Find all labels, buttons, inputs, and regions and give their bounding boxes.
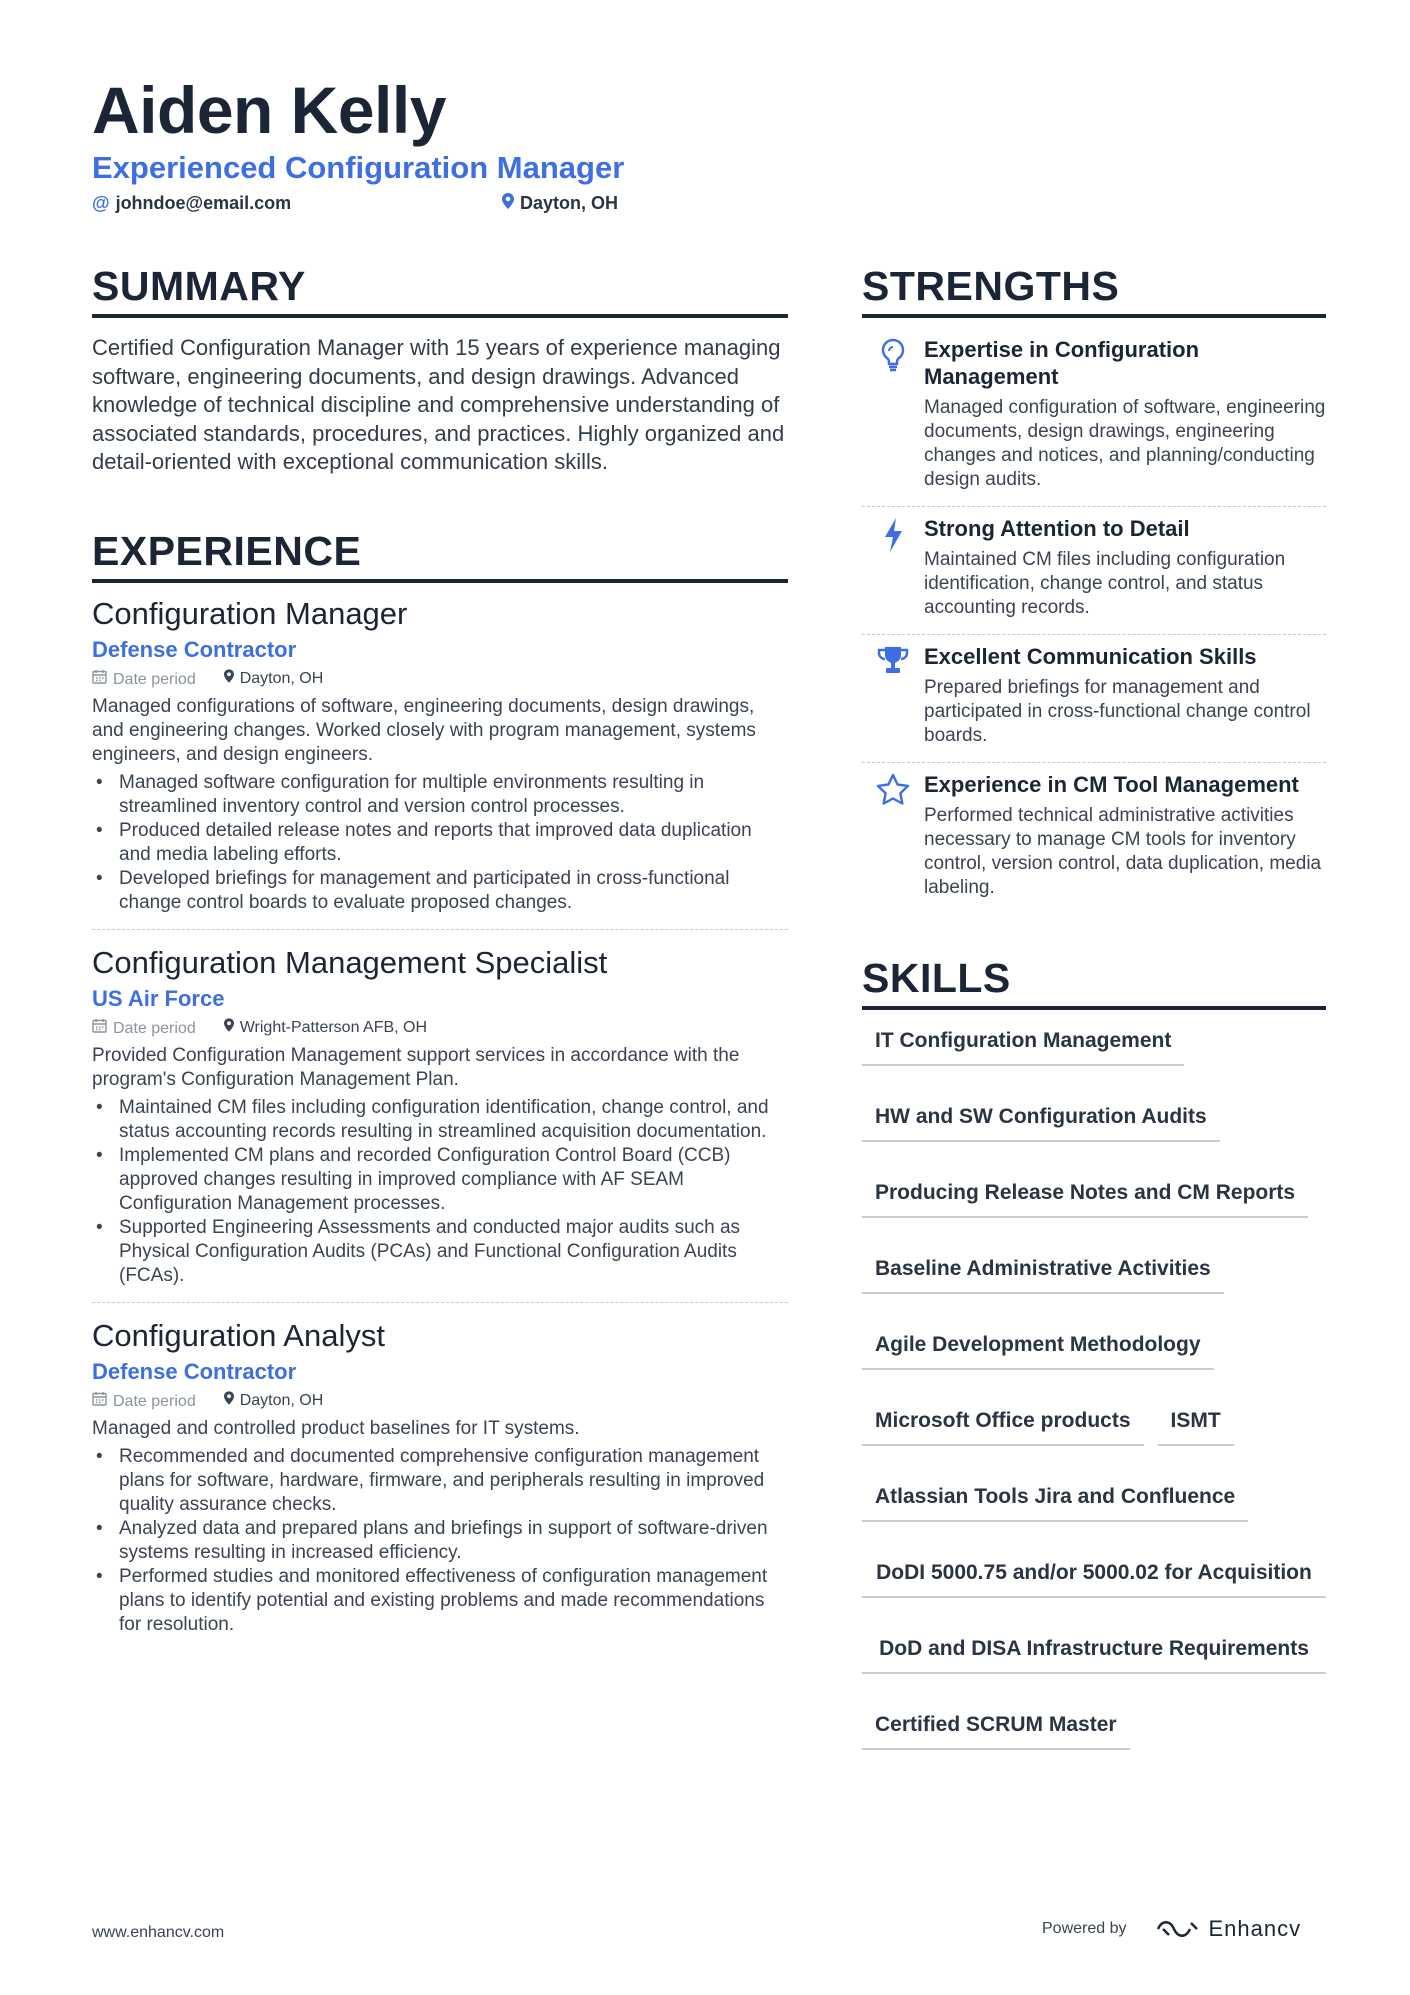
job-entry (92, 944, 788, 1288)
location-pin-icon (224, 1392, 234, 1409)
enhancv-logo-icon (1155, 1918, 1201, 1940)
skills-list (862, 1022, 1326, 1750)
job-date-text: Date period (113, 1392, 196, 1410)
skill-tag: Producing Release Notes and CM Reports (862, 1174, 1308, 1218)
job-company: Defense Contractor (92, 1358, 297, 1384)
contact-email[interactable] (92, 193, 291, 214)
lightning-icon (862, 515, 924, 620)
experience-heading: EXPERIENCE (92, 527, 788, 583)
job-meta (92, 1018, 788, 1038)
calendar-icon (92, 671, 107, 688)
summary-text: Certified Configuration Manager with 15 years of experience managing software, engineering documents, and design drawings. Advanced knowledge of technical discipline and comprehensive understanding of associated standards, procedures, and practices. Highly organized and detail-oriented with exceptional communication skills. (92, 335, 785, 474)
strength-name: Expertise in Configuration Management (924, 337, 1200, 389)
star-icon (862, 771, 924, 900)
strength-body (924, 336, 1326, 492)
job-bullets (92, 1445, 788, 1637)
job-location-text: Dayton, OH (239, 670, 324, 687)
location-text: Dayton, OH (520, 193, 619, 213)
skill-tag: DoDI 5000.75 and/or 5000.02 for Acquisition (862, 1554, 1326, 1598)
job-divider (92, 1302, 788, 1303)
job-bullet: • Produced detailed release notes and reports that improved data duplication and media labeling efforts. (92, 819, 788, 867)
skill-tag: Microsoft Office products (862, 1402, 1144, 1446)
skill-tag: Agile Development Methodology (862, 1326, 1214, 1370)
job-title: Configuration Analyst (92, 1317, 385, 1353)
summary-heading: SUMMARY (92, 262, 788, 318)
job-location (224, 1018, 427, 1037)
job-company: Defense Contractor (92, 636, 297, 662)
job-description: Managed and controlled product baselines for IT systems. (92, 1417, 580, 1439)
strength-body (924, 771, 1326, 900)
strength-description: Performed technical administrative activities necessary to manage CM tools for inventory control, version control, data duplication, media labeling. (924, 805, 1322, 898)
location-pin-icon (224, 670, 234, 687)
strength-name: Strong Attention to Detail (924, 516, 1190, 541)
email-text: johndoe@email.com (115, 193, 292, 213)
location-pin-icon (502, 193, 514, 214)
skill-tag: ISMT (1158, 1402, 1234, 1446)
candidate-name: Aiden Kelly (92, 73, 446, 147)
at-icon: @ (92, 193, 110, 213)
right-column (862, 262, 1326, 1750)
job-bullets (92, 1096, 788, 1288)
job-bullet: • Developed briefings for management and participated in cross-functional change control boards to evaluate proposed changes. (92, 867, 788, 915)
experience-list (92, 595, 788, 1637)
candidate-title: Experienced Configuration Manager (92, 150, 625, 185)
job-bullet: • Managed software configuration for multiple environments resulting in streamlined inventory control and version control processes. (92, 771, 788, 819)
lightbulb-icon (862, 336, 924, 492)
job-date (92, 1391, 196, 1411)
skill-tag: DoD and DISA Infrastructure Requirements (862, 1630, 1326, 1674)
strengths-heading: STRENGTHS (862, 262, 1326, 318)
job-location-text: Dayton, OH (239, 1392, 324, 1409)
skill-tag: IT Configuration Management (862, 1022, 1184, 1066)
location-pin-icon (224, 1019, 234, 1036)
skills-heading: SKILLS (862, 954, 1326, 1010)
strength-description: Maintained CM files including configuration identification, change control, and status accounting records. (924, 549, 1286, 618)
job-meta (92, 1391, 788, 1411)
left-column (92, 262, 788, 1637)
footer-branding (1042, 1916, 1301, 1942)
job-bullet: • Recommended and documented comprehensive configuration management plans for software, hardware, firmware, and peripherals resulting in improved quality assurance checks. (92, 1445, 788, 1517)
job-location (224, 1391, 324, 1410)
job-bullet: • Analyzed data and prepared plans and briefings in support of software-driven systems resulting in increased efficiency. (92, 1517, 788, 1565)
job-date (92, 669, 196, 689)
skill-tag: HW and SW Configuration Audits (862, 1098, 1220, 1142)
strength-item (862, 635, 1326, 763)
job-entry (92, 1317, 788, 1637)
strength-body (924, 515, 1326, 620)
brand-name: Enhancv (1208, 1916, 1302, 1941)
job-bullet: • Supported Engineering Assessments and conducted major audits such as Physical Configuration Audits (PCAs) and Functional Configuration Audits (FCAs). (92, 1216, 788, 1288)
job-description: Managed configurations of software, engineering documents, design drawings, and engineering changes. Worked closely with program management, systems engineers, and design engineers. (92, 695, 756, 765)
job-bullet: • Implemented CM plans and recorded Configuration Control Board (CCB) approved changes resulting in improved compliance with AF SEAM Configuration Management processes. (92, 1144, 788, 1216)
strengths-list (862, 328, 1326, 914)
skill-tag: Baseline Administrative Activities (862, 1250, 1224, 1294)
job-bullet: • Performed studies and monitored effectiveness of configuration management plans to identify potential and existing problems and made recommendations for resolution. (92, 1565, 788, 1637)
powered-by-text: Powered by (1042, 1920, 1127, 1937)
job-date (92, 1018, 196, 1038)
strength-item (862, 507, 1326, 635)
strength-description: Managed configuration of software, engineering documents, design drawings, engineering changes and notices, and planning/conducting design audits. (924, 397, 1326, 490)
job-entry (92, 595, 788, 915)
job-description: Provided Configuration Management support services in accordance with the program's Configuration Management Plan. (92, 1044, 740, 1090)
job-date-text: Date period (113, 1019, 196, 1037)
job-company: US Air Force (92, 985, 225, 1011)
skill-tag: Atlassian Tools Jira and Confluence (862, 1478, 1248, 1522)
job-meta (92, 669, 788, 689)
strength-item (862, 328, 1326, 507)
job-title: Configuration Management Specialist (92, 944, 608, 980)
strength-description: Prepared briefings for management and participated in cross-functional change control boards. (924, 677, 1311, 746)
calendar-icon (92, 1020, 107, 1037)
contact-location (502, 193, 618, 214)
trophy-icon (862, 643, 924, 748)
brand-logo[interactable] (1155, 1916, 1302, 1942)
strength-body (924, 643, 1326, 748)
job-title: Configuration Manager (92, 595, 408, 631)
strength-name: Excellent Communication Skills (924, 644, 1257, 669)
job-date-text: Date period (113, 670, 196, 688)
strength-name: Experience in CM Tool Management (924, 772, 1299, 797)
skill-tag: Certified SCRUM Master (862, 1706, 1130, 1750)
job-location-text: Wright-Patterson AFB, OH (239, 1019, 428, 1036)
job-location (224, 669, 324, 688)
footer-website[interactable]: www.enhancv.com (92, 1924, 225, 1941)
job-divider (92, 929, 788, 930)
job-bullet: • Maintained CM files including configuration identification, change control, and status accounting records resulting in streamlined acquisition documentation. (92, 1096, 788, 1144)
strength-item (862, 763, 1326, 914)
calendar-icon (92, 1393, 107, 1410)
job-bullets (92, 771, 788, 915)
